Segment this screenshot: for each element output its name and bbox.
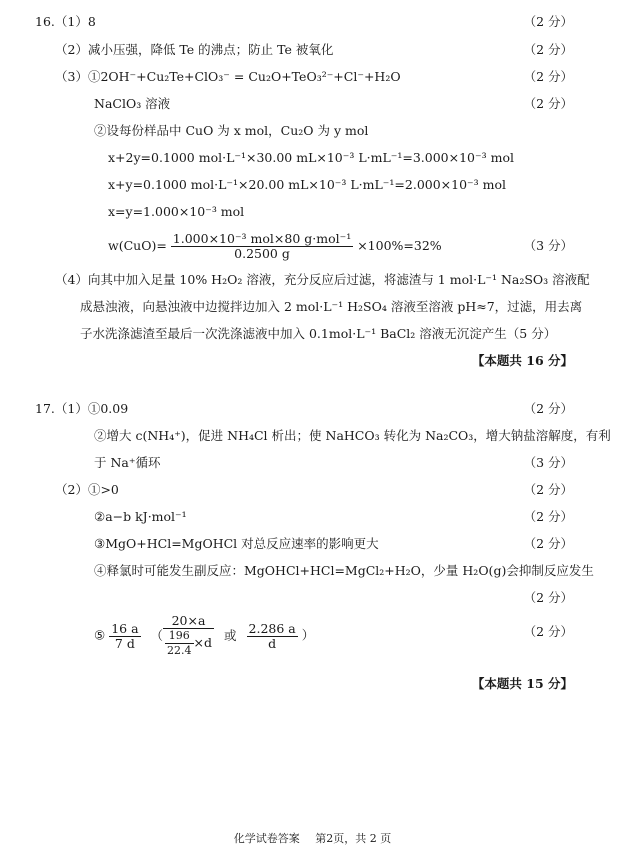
q16-mass-fraction — [108, 231, 442, 261]
fraction-numerator: 16 a — [111, 620, 139, 636]
score: （2 分） — [523, 509, 573, 524]
score: （3 分） — [523, 455, 573, 470]
q17-part1: 17.（1）①0.09 — [35, 401, 129, 416]
q17-part2-d: ④释氯时可能发生副反应：MgOHCl+HCl=MgCl₂+H₂O，少量 H₂O(g)会抑制反应发生 — [94, 563, 594, 578]
inner-fraction — [165, 629, 194, 658]
alt-fraction-2 — [247, 622, 298, 651]
w-numerator: 1.000×10⁻³ mol×80 g·mol⁻¹ — [172, 231, 352, 246]
fraction-denominator: 7 d — [114, 635, 135, 651]
w-fraction — [171, 232, 353, 261]
w-result: ×100%=32% — [357, 238, 442, 253]
q17-part1-b-line1: ②增大 c(NH₄⁺)，促进 NH₄Cl 析出；使 NaHCO₃ 转化为 Na₂CO₃，增大钠盐溶解度，有利 — [94, 428, 611, 443]
score: （2 分） — [523, 482, 573, 497]
q16-equation-1: x+2y=0.1000 mol·L⁻¹×30.00 mL×10⁻³ L·mL⁻¹=3.000×10⁻³ mol — [108, 150, 514, 165]
paren-open: （ — [150, 627, 164, 643]
q16-part4-line1: （4）向其中加入足量 10% H₂O₂ 溶液，充分反应后过滤，将滤渣与 1 mol·L⁻¹ Na₂SO₃ 溶液配 — [55, 272, 590, 287]
fraction-numerator: 20×a — [163, 614, 214, 629]
times-d: ×d — [193, 635, 213, 650]
fraction-denominator: d — [268, 635, 277, 651]
page-footer — [0, 830, 625, 846]
score: （2 分） — [523, 536, 573, 551]
score: （3 分） — [523, 238, 573, 253]
q16-equation-2: x+y=0.1000 mol·L⁻¹×20.00 mL×10⁻³ L·mL⁻¹=2.000×10⁻³ mol — [108, 177, 507, 192]
q16-part2: （2）减小压强，降低 Te 的沸点；防止 Te 被氧化 — [55, 42, 334, 57]
score: （2 分） — [523, 42, 573, 57]
alt-fraction-1 — [163, 614, 214, 658]
q16-part4-line2: 成悬浊液，向悬浊液中边搅拌边加入 2 mol·L⁻¹ H₂SO₄ 溶液至溶液 pH≈7，过滤，用去离 — [80, 299, 583, 314]
q17-total: 【本题共 15 分】 — [471, 676, 573, 691]
footer-title: 化学试卷答案 — [233, 832, 300, 845]
score: （2 分） — [523, 401, 573, 416]
q16-part1: 16.（1）8 — [35, 14, 96, 29]
answer-fraction — [109, 622, 140, 651]
w-label: w(CuO)= — [108, 238, 167, 253]
score: （2 分） — [523, 69, 573, 84]
score: （2 分） — [523, 624, 573, 639]
score: （2 分） — [523, 590, 573, 605]
q16-part3-setup: ②设每份样品中 CuO 为 x mol，Cu₂O 为 y mol — [94, 123, 369, 138]
paren-close: ） — [301, 627, 315, 643]
q17-part2-c: ③MgO+HCl=MgOHCl 对总反应速率的影响更大 — [94, 536, 379, 551]
item-marker: ⑤ — [94, 627, 106, 643]
inner-numerator: 196 — [165, 629, 194, 644]
q17-part2-a: （2）①>0 — [55, 482, 119, 497]
q16-equation-3: x=y=1.000×10⁻³ mol — [108, 204, 245, 219]
fraction-numerator: 2.286 a — [248, 620, 296, 636]
or-text: 或 — [224, 627, 237, 643]
footer-page-number: 第2页，共 2 页 — [315, 832, 392, 845]
q16-total: 【本题共 16 分】 — [471, 353, 573, 368]
q16-part4-line3: 子水洗涤滤渣至最后一次洗涤滤液中加入 0.1mol·L⁻¹ BaCl₂ 溶液无沉淀产生（5 分） — [80, 326, 557, 341]
score: （2 分） — [523, 96, 573, 111]
q17-part2-b: ②a−b kJ·mol⁻¹ — [94, 509, 187, 524]
w-denominator: 0.2500 g — [234, 246, 290, 261]
q16-part3-equation: （3）①2OH⁻+Cu₂Te+ClO₃⁻ = Cu₂O+TeO₃²⁻+Cl⁻+H₂O — [55, 69, 401, 84]
q16-part3-reagent: NaClO₃ 溶液 — [94, 96, 171, 111]
inner-denominator: 22.4 — [167, 644, 192, 657]
q17-part1-b-line2: 于 Na⁺循环 — [94, 455, 161, 470]
q17-part2-e — [94, 614, 314, 658]
fraction-denominator — [163, 629, 214, 658]
score: （2 分） — [523, 14, 573, 29]
